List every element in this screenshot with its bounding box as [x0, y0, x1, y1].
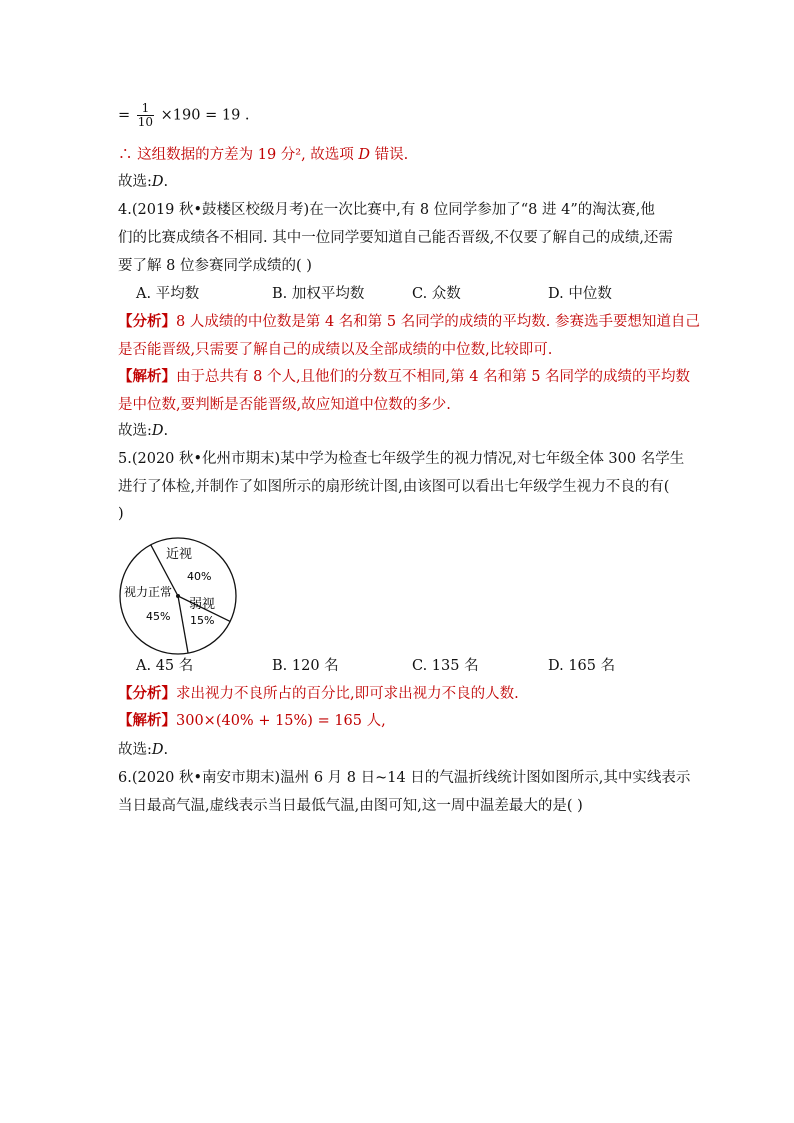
slice-value-myopia: 40% [187, 570, 212, 583]
q4-stem-1: 4.(2019 秋•鼓楼区校级月考)在一次比赛中,有 8 位同学参加了“8 进 4”的淘汰赛,他 [118, 202, 655, 218]
option-var: D [358, 147, 371, 163]
q4-stem-3: 要了解 8 位参赛同学成绩的( ) [118, 258, 312, 274]
q4-analysis-2: 是否能晋级,只需要了解自己的成绩以及全部成绩的中位数,比较即可. [118, 342, 553, 358]
pie-center-dot [176, 594, 180, 598]
q5-stem-1: 5.(2020 秋•化州市期末)某中学为检查七年级学生的视力情况,对七年级全体 300 名学生 [118, 451, 685, 467]
q6-stem-1: 6.(2020 秋•南安市期末)温州 6 月 8 日~14 日的气温折线统计图如图所示,其中实线表示 [118, 770, 691, 786]
answer-line-3 [118, 172, 168, 192]
answer-label: 故选: [118, 742, 152, 758]
q5-stem-3: ) [118, 506, 124, 522]
slice-label-amblyopia: 弱视 [189, 597, 216, 612]
solution-tag: 【解析】 [118, 712, 176, 729]
q5-answer-line [118, 740, 168, 760]
q4-option-b: B. 加权平均数 [272, 286, 365, 302]
variance-tail: 错误. [374, 147, 409, 163]
q4-solution-1 [118, 367, 690, 387]
answer-value: D [151, 174, 164, 190]
q4-solution-text-1: 由于总共有 8 个人,且他们的分数互不相同,第 4 名和第 5 名同学的成绩的平均数 [176, 369, 691, 385]
q4-analysis-text-1: 8 人成绩的中位数是第 4 名和第 5 名同学的成绩的平均数. 参赛选手要想知道自己 [176, 314, 700, 330]
therefore-symbol: ∴ [118, 147, 133, 163]
q4-analysis-1 [118, 312, 700, 332]
q4-option-d: D. 中位数 [548, 286, 612, 302]
answer-end: . [163, 174, 169, 190]
answer-end: . [163, 423, 169, 439]
answer-label: 故选: [118, 423, 152, 439]
q5-option-d: D. 165 名 [548, 658, 616, 674]
q5-solution [118, 711, 386, 731]
q5-stem-2: 进行了体检,并制作了如图所示的扇形统计图,由该图可以看出七年级学生视力不良的有( [118, 479, 670, 495]
fraction-numerator: 1 [137, 102, 154, 116]
q5-option-b: B. 120 名 [272, 658, 339, 674]
q5-option-c: C. 135 名 [412, 658, 479, 674]
q4-answer-line [118, 421, 168, 441]
pie-separator-3 [178, 596, 188, 653]
solution-tag: 【解析】 [118, 368, 176, 385]
equals-sign: = [118, 107, 131, 124]
answer-value: D [151, 423, 164, 439]
answer-value: D [151, 742, 164, 758]
q5-solution-text: 300×(40% + 15%) = 165 人, [176, 713, 386, 729]
variance-conclusion [118, 145, 408, 165]
answer-label: 故选: [118, 174, 152, 190]
variance-text: 这组数据的方差为 19 分², 故选项 [137, 147, 354, 163]
q4-option-c: C. 众数 [412, 286, 461, 302]
q5-analysis [118, 684, 519, 704]
q5-analysis-text: 求出视力不良所占的百分比,即可求出视力不良的人数. [176, 686, 519, 702]
q5-option-a: A. 45 名 [136, 658, 194, 674]
answer-end: . [163, 742, 169, 758]
slice-value-amblyopia: 15% [190, 614, 215, 627]
formula-rest: ×190 = 19 . [160, 107, 250, 124]
analysis-tag: 【分析】 [118, 685, 176, 702]
fraction [137, 102, 154, 129]
slice-label-myopia: 近视 [166, 547, 193, 562]
slice-label-normal: 视力正常 [124, 585, 173, 599]
q6-stem-2: 当日最高气温,虚线表示当日最低气温,由图可知,这一周中温差最大的是( ) [118, 798, 583, 814]
q4-solution-2: 是中位数,要判断是否能晋级,故应知道中位数的多少. [118, 397, 451, 413]
analysis-tag: 【分析】 [118, 313, 176, 330]
pie-chart [108, 526, 248, 666]
formula-line [118, 102, 250, 129]
fraction-denominator: 10 [137, 115, 154, 129]
slice-value-normal: 45% [146, 610, 171, 623]
q4-option-a: A. 平均数 [136, 286, 200, 302]
q4-stem-2: 们的比赛成绩各不相同. 其中一位同学要知道自己能否晋级,不仅要了解自己的成绩,还需 [118, 230, 673, 246]
